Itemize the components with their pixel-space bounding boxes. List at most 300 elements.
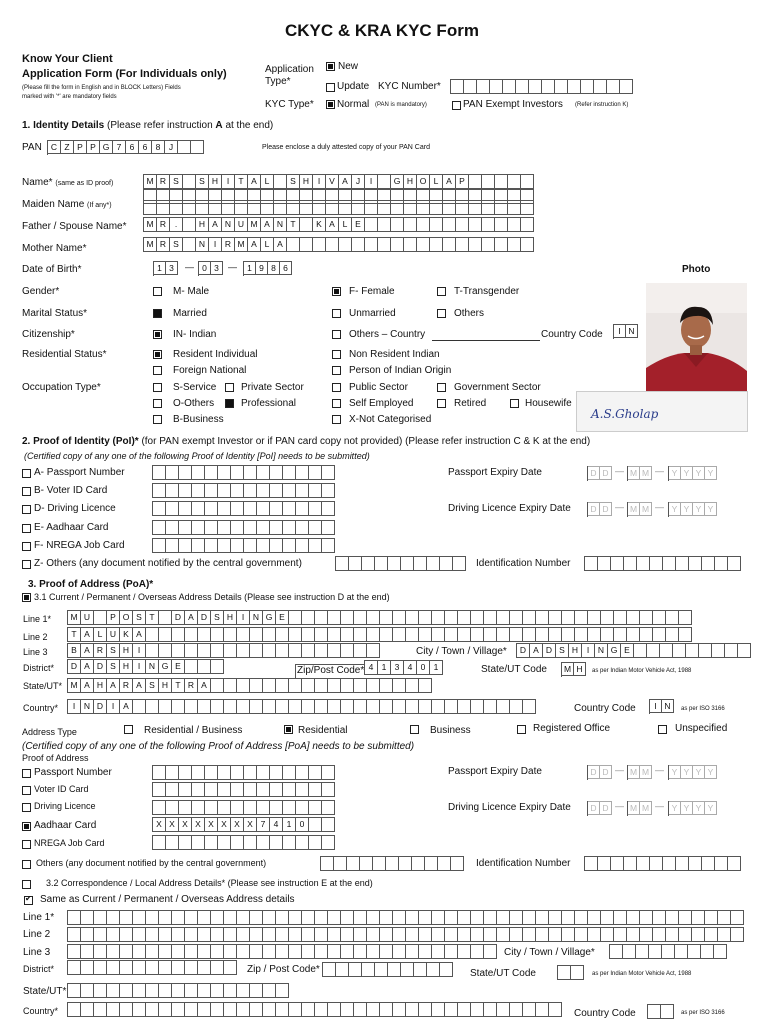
c-line1-input[interactable] bbox=[67, 910, 744, 925]
poa-dl-exp-day[interactable] bbox=[587, 801, 612, 816]
char-box bbox=[153, 483, 166, 498]
occ-public-checkbox[interactable] bbox=[332, 383, 341, 392]
char-box bbox=[276, 643, 289, 658]
dob-month-input[interactable] bbox=[198, 261, 223, 276]
char-box: R bbox=[120, 678, 133, 693]
char-box: N bbox=[81, 699, 94, 714]
dob-day-input[interactable] bbox=[153, 261, 178, 276]
char-box: 6 bbox=[280, 261, 292, 275]
char-box bbox=[352, 200, 365, 215]
char-box bbox=[354, 927, 367, 942]
poa-passport-exp-month[interactable] bbox=[627, 765, 652, 780]
char-box bbox=[250, 1002, 263, 1017]
char-box: M bbox=[562, 662, 574, 676]
char-box bbox=[211, 960, 224, 975]
char-box bbox=[244, 765, 257, 780]
char-box: A bbox=[443, 174, 456, 189]
city-input[interactable] bbox=[516, 643, 751, 658]
char-box bbox=[289, 927, 302, 942]
citizenship-indian-checkbox[interactable] bbox=[153, 330, 162, 339]
char-box: O bbox=[120, 610, 133, 625]
poa-passport-checkbox[interactable] bbox=[22, 769, 31, 778]
line3-input[interactable] bbox=[67, 643, 380, 658]
char-box bbox=[94, 944, 107, 959]
char-box: S bbox=[146, 678, 159, 693]
char-box bbox=[218, 483, 231, 498]
char-box: I bbox=[614, 324, 626, 338]
char-box bbox=[244, 520, 257, 535]
poa-passport-exp-day[interactable] bbox=[587, 765, 612, 780]
char-box bbox=[575, 927, 588, 942]
char-box bbox=[224, 643, 237, 658]
char-box bbox=[172, 983, 185, 998]
gender-male-checkbox[interactable] bbox=[153, 287, 162, 296]
char-box bbox=[689, 556, 702, 571]
char-box bbox=[521, 237, 534, 252]
poa-others-input[interactable] bbox=[320, 856, 464, 871]
gender-female-checkbox[interactable] bbox=[332, 287, 341, 296]
occ-retired-checkbox[interactable] bbox=[437, 399, 446, 408]
char-box bbox=[341, 927, 354, 942]
char-box bbox=[209, 200, 222, 215]
gender-transgender-checkbox[interactable] bbox=[437, 287, 446, 296]
country-input[interactable] bbox=[67, 699, 536, 714]
char-box bbox=[172, 643, 185, 658]
addr-business-checkbox[interactable] bbox=[410, 725, 419, 734]
char-box bbox=[153, 501, 166, 516]
char-box: D bbox=[198, 610, 211, 625]
poi-dl-exp-month[interactable] bbox=[627, 502, 652, 517]
char-box: D bbox=[172, 610, 185, 625]
addr-residential-checkbox[interactable] bbox=[284, 725, 293, 734]
char-box bbox=[365, 217, 378, 232]
char-box bbox=[414, 556, 427, 571]
poa-dl-checkbox[interactable] bbox=[22, 803, 31, 812]
poi-passport-checkbox[interactable] bbox=[22, 469, 31, 478]
char-box: 1 bbox=[244, 261, 256, 275]
poi-passport-exp-year[interactable] bbox=[668, 466, 717, 481]
poi-voter-checkbox[interactable] bbox=[22, 487, 31, 496]
char-box bbox=[257, 800, 270, 815]
char-box bbox=[406, 699, 419, 714]
mother-input[interactable] bbox=[143, 237, 534, 252]
char-box bbox=[237, 927, 250, 942]
char-box: A bbox=[248, 174, 261, 189]
char-box: M bbox=[235, 237, 248, 252]
poa-dl-exp-year[interactable] bbox=[668, 801, 717, 816]
occ-business-label: B-Business bbox=[173, 414, 224, 425]
state-input[interactable] bbox=[67, 678, 432, 693]
char-box bbox=[237, 910, 250, 925]
char-box: 1 bbox=[378, 660, 391, 675]
char-box: T bbox=[172, 678, 185, 693]
father-input[interactable] bbox=[143, 217, 534, 232]
char-box: N bbox=[146, 659, 159, 674]
char-box: T bbox=[146, 610, 159, 625]
line1-input[interactable] bbox=[67, 610, 692, 625]
poi-dl-exp-year[interactable] bbox=[668, 502, 717, 517]
poa-dl-exp-month[interactable] bbox=[627, 801, 652, 816]
s2-certified-note: (Certified copy of any one of the following Proof of Identity [PoI] needs to be submitted) bbox=[24, 451, 370, 461]
addr-res-business-checkbox[interactable] bbox=[124, 725, 133, 734]
char-box bbox=[471, 910, 484, 925]
char-box bbox=[432, 944, 445, 959]
char-box bbox=[172, 699, 185, 714]
char-box bbox=[458, 910, 471, 925]
char-box: A bbox=[339, 174, 352, 189]
other-country-field[interactable] bbox=[432, 340, 540, 341]
char-box bbox=[510, 610, 523, 625]
poi-aadhaar-checkbox[interactable] bbox=[22, 524, 31, 533]
poa-voter-checkbox[interactable] bbox=[22, 786, 31, 795]
char-box: M bbox=[144, 174, 157, 189]
char-box bbox=[328, 927, 341, 942]
country-label: Country* bbox=[23, 703, 59, 713]
line2-label: Line 2 bbox=[23, 632, 48, 642]
char-box bbox=[328, 1002, 341, 1017]
poi-dl-input[interactable] bbox=[152, 501, 335, 516]
char-box bbox=[354, 610, 367, 625]
poi-id-number-input[interactable] bbox=[584, 556, 741, 571]
char-box bbox=[653, 910, 666, 925]
c-line3-input[interactable] bbox=[67, 944, 497, 959]
pan-input[interactable] bbox=[47, 140, 204, 155]
char-box bbox=[296, 483, 309, 498]
char-box bbox=[94, 1002, 107, 1017]
char-box bbox=[235, 200, 248, 215]
char-box bbox=[419, 699, 432, 714]
char-box bbox=[406, 910, 419, 925]
poi-voter-label: B- Voter ID Card bbox=[34, 485, 108, 496]
marital-unmarried-checkbox[interactable] bbox=[332, 309, 341, 318]
char-box bbox=[244, 800, 257, 815]
char-box bbox=[296, 800, 309, 815]
poi-dl-checkbox[interactable] bbox=[22, 505, 31, 514]
char-box bbox=[365, 237, 378, 252]
char-box bbox=[549, 1002, 562, 1017]
maiden-input[interactable] bbox=[143, 200, 534, 215]
char-box: N bbox=[595, 643, 608, 658]
char-box bbox=[322, 483, 335, 498]
marital-married-checkbox[interactable] bbox=[153, 309, 162, 318]
poi-others-input[interactable] bbox=[335, 556, 466, 571]
kyc-number-label: KYC Number* bbox=[378, 81, 441, 92]
char-box bbox=[283, 465, 296, 480]
char-box bbox=[315, 927, 328, 942]
poa-aadhaar-input[interactable] bbox=[152, 817, 335, 832]
c-line2-input[interactable] bbox=[67, 927, 744, 942]
char-box bbox=[192, 501, 205, 516]
char-box: A bbox=[261, 217, 274, 232]
poa-passport-exp-sep-2: — bbox=[655, 765, 664, 775]
char-box bbox=[94, 610, 107, 625]
char-box: I bbox=[107, 699, 120, 714]
addr-unspecified-checkbox[interactable] bbox=[658, 725, 667, 734]
char-box bbox=[401, 556, 414, 571]
char-box bbox=[728, 856, 741, 871]
poa-nrega-input[interactable] bbox=[152, 835, 335, 850]
poa-others-checkbox[interactable] bbox=[22, 860, 31, 869]
poa-voter-label: Voter ID Card bbox=[34, 784, 89, 794]
poa-passport-exp-year[interactable] bbox=[668, 765, 717, 780]
poa-passport-input[interactable] bbox=[152, 765, 335, 780]
occ-s-service-checkbox[interactable] bbox=[153, 383, 162, 392]
citizenship-others-checkbox[interactable] bbox=[332, 330, 341, 339]
occ-o-others-checkbox[interactable] bbox=[153, 399, 162, 408]
char-box bbox=[250, 643, 263, 658]
foreign-national-checkbox[interactable] bbox=[153, 366, 162, 375]
char-box bbox=[205, 800, 218, 815]
char-box: 4 bbox=[365, 660, 378, 675]
c-country-code-input[interactable] bbox=[647, 1004, 674, 1019]
char-box bbox=[231, 501, 244, 516]
father-label: Father / Spouse Name* bbox=[22, 221, 127, 232]
pan-exempt-checkbox[interactable] bbox=[452, 101, 461, 110]
poi-passport-exp-day[interactable] bbox=[587, 466, 612, 481]
poa-nrega-checkbox[interactable] bbox=[22, 840, 31, 849]
char-box bbox=[419, 610, 432, 625]
char-box: H bbox=[224, 610, 237, 625]
c-state-code-input[interactable] bbox=[557, 965, 584, 980]
char-box bbox=[289, 944, 302, 959]
char-box bbox=[261, 200, 274, 215]
char-box bbox=[81, 927, 94, 942]
occ-govt-checkbox[interactable] bbox=[437, 383, 446, 392]
char-box bbox=[296, 782, 309, 797]
char-box bbox=[728, 556, 741, 571]
addr-res-business-label: Residential / Business bbox=[144, 725, 243, 736]
char-box bbox=[558, 965, 571, 980]
char-box bbox=[349, 962, 362, 977]
char-box bbox=[497, 927, 510, 942]
char-box bbox=[302, 1002, 315, 1017]
resident-individual-checkbox[interactable] bbox=[153, 350, 162, 359]
char-box bbox=[68, 960, 81, 975]
occ-professional-checkbox[interactable] bbox=[225, 399, 234, 408]
char-box bbox=[458, 610, 471, 625]
char-box bbox=[315, 627, 328, 642]
line2-input[interactable] bbox=[67, 627, 692, 642]
char-box bbox=[289, 610, 302, 625]
char-box bbox=[666, 910, 679, 925]
char-box bbox=[380, 927, 393, 942]
char-box bbox=[406, 927, 419, 942]
same-as-checkbox[interactable] bbox=[24, 896, 33, 905]
marital-others-checkbox[interactable] bbox=[437, 309, 446, 318]
char-box bbox=[211, 910, 224, 925]
occ-x-not-checkbox[interactable] bbox=[332, 415, 341, 424]
char-box bbox=[296, 765, 309, 780]
zip-input[interactable] bbox=[364, 660, 443, 675]
nri-checkbox[interactable] bbox=[332, 350, 341, 359]
char-box: X bbox=[153, 817, 166, 832]
s3-country-code-input[interactable] bbox=[649, 699, 674, 714]
char-box: H bbox=[120, 643, 133, 658]
char-box bbox=[653, 927, 666, 942]
char-box bbox=[322, 501, 335, 516]
char-box bbox=[218, 835, 231, 850]
char-box bbox=[679, 927, 692, 942]
char-box bbox=[283, 520, 296, 535]
char-box bbox=[237, 643, 250, 658]
char-box bbox=[276, 910, 289, 925]
char-box bbox=[660, 643, 673, 658]
addr-registered-checkbox[interactable] bbox=[517, 725, 526, 734]
char-box bbox=[302, 699, 315, 714]
char-box: H bbox=[159, 678, 172, 693]
char-box bbox=[484, 1002, 497, 1017]
occ-self-employed-checkbox[interactable] bbox=[332, 399, 341, 408]
char-box bbox=[166, 520, 179, 535]
char-box: S bbox=[170, 237, 183, 252]
poi-aadhaar-input[interactable] bbox=[152, 520, 335, 535]
poa-others-label: Others (any document notified by the central government) bbox=[36, 858, 267, 868]
char-box: Y bbox=[705, 801, 717, 815]
s3-2-checkbox[interactable] bbox=[22, 880, 31, 889]
occ-business-checkbox[interactable] bbox=[153, 415, 162, 424]
char-box bbox=[315, 699, 328, 714]
char-box bbox=[412, 856, 425, 871]
char-box: 0 bbox=[417, 660, 430, 675]
char-box bbox=[445, 627, 458, 642]
poa-aadhaar-checkbox[interactable] bbox=[22, 822, 31, 831]
char-box bbox=[133, 699, 146, 714]
poi-passport-exp-month[interactable] bbox=[627, 466, 652, 481]
marital-others-label: Others bbox=[454, 308, 485, 319]
char-box: G bbox=[159, 659, 172, 674]
char-box: I bbox=[313, 174, 326, 189]
poa-id-number-input[interactable] bbox=[584, 856, 741, 871]
char-box: I bbox=[650, 699, 662, 713]
char-box bbox=[380, 678, 393, 693]
char-box bbox=[380, 610, 393, 625]
char-box bbox=[440, 962, 453, 977]
char-box bbox=[482, 217, 495, 232]
country-code-input[interactable] bbox=[613, 324, 638, 339]
char-box bbox=[417, 237, 430, 252]
app-type-update-checkbox[interactable] bbox=[326, 83, 335, 92]
poa-dl-input[interactable] bbox=[152, 800, 335, 815]
char-box bbox=[373, 856, 386, 871]
s3-1-checkbox[interactable] bbox=[22, 593, 31, 602]
char-box bbox=[738, 643, 751, 658]
c-district-label: District* bbox=[23, 964, 54, 974]
char-box bbox=[276, 678, 289, 693]
char-box bbox=[283, 483, 296, 498]
district-input[interactable] bbox=[67, 659, 224, 674]
char-box bbox=[503, 79, 516, 94]
char-box: N bbox=[274, 217, 287, 232]
char-box bbox=[224, 699, 237, 714]
char-box bbox=[263, 910, 276, 925]
char-box bbox=[497, 1002, 510, 1017]
char-box: A bbox=[274, 237, 287, 252]
char-box bbox=[471, 610, 484, 625]
occ-housewife-checkbox[interactable] bbox=[510, 399, 519, 408]
pio-checkbox[interactable] bbox=[332, 366, 341, 375]
char-box bbox=[469, 217, 482, 232]
char-box: T bbox=[68, 627, 81, 642]
char-box: I bbox=[222, 174, 235, 189]
char-box bbox=[731, 927, 744, 942]
district-label: District* bbox=[23, 663, 54, 673]
char-box bbox=[192, 765, 205, 780]
char-box bbox=[270, 501, 283, 516]
char-box: N bbox=[662, 699, 674, 713]
char-box bbox=[309, 800, 322, 815]
c-zip-input[interactable] bbox=[322, 962, 453, 977]
char-box: Z bbox=[61, 140, 74, 154]
char-box bbox=[133, 927, 146, 942]
poi-dl-exp-day[interactable] bbox=[587, 502, 612, 517]
char-box: A bbox=[209, 217, 222, 232]
char-box bbox=[458, 944, 471, 959]
char-box bbox=[205, 501, 218, 516]
char-box bbox=[198, 983, 211, 998]
poa-voter-input[interactable] bbox=[152, 782, 335, 797]
addr-business-label: Business bbox=[430, 725, 471, 736]
c-country-input[interactable] bbox=[67, 1002, 562, 1017]
char-box bbox=[562, 627, 575, 642]
poi-nrega-input[interactable] bbox=[152, 538, 335, 553]
char-box: D bbox=[600, 466, 612, 480]
marital-label: Marital Status* bbox=[22, 308, 88, 319]
kyc-normal-checkbox[interactable] bbox=[326, 100, 335, 109]
char-box bbox=[419, 1002, 432, 1017]
c-state-input[interactable] bbox=[67, 983, 289, 998]
char-box bbox=[393, 627, 406, 642]
s2-heading: 2. Proof of Identity (PoI)* (for PAN exempt Investor or if PAN card copy not provided) (Please refer instruction C & K at the end) bbox=[22, 436, 591, 447]
char-box: A bbox=[326, 217, 339, 232]
poi-nrega-checkbox[interactable] bbox=[22, 542, 31, 551]
char-box bbox=[445, 610, 458, 625]
c-zip-label: Zip / Post Code* bbox=[247, 964, 320, 975]
c-district-input[interactable] bbox=[67, 960, 237, 975]
char-box bbox=[715, 556, 728, 571]
char-box bbox=[661, 1004, 674, 1019]
char-box bbox=[627, 610, 640, 625]
char-box: 1 bbox=[283, 817, 296, 832]
app-type-new-checkbox[interactable] bbox=[326, 62, 335, 71]
char-box bbox=[653, 610, 666, 625]
char-box bbox=[244, 782, 257, 797]
char-box bbox=[702, 856, 715, 871]
char-box bbox=[107, 960, 120, 975]
poi-passport-input[interactable] bbox=[152, 465, 335, 480]
char-box bbox=[257, 538, 270, 553]
poi-others-checkbox[interactable] bbox=[22, 560, 31, 569]
char-box bbox=[244, 835, 257, 850]
char-box bbox=[222, 200, 235, 215]
char-box bbox=[640, 627, 653, 642]
char-box bbox=[192, 538, 205, 553]
char-box bbox=[244, 465, 257, 480]
char-box bbox=[542, 79, 555, 94]
char-box bbox=[218, 782, 231, 797]
citizenship-label: Citizenship* bbox=[22, 329, 75, 340]
char-box bbox=[276, 627, 289, 642]
state-code-input[interactable] bbox=[561, 662, 586, 677]
dob-year-input[interactable] bbox=[243, 261, 292, 276]
name-input[interactable] bbox=[143, 174, 534, 189]
char-box: L bbox=[94, 627, 107, 642]
c-city-input[interactable] bbox=[609, 944, 727, 959]
poa-dl-exp-sep-1: — bbox=[615, 801, 624, 811]
poi-voter-input[interactable] bbox=[152, 483, 335, 498]
char-box: D bbox=[68, 659, 81, 674]
kyc-number-input[interactable] bbox=[450, 79, 633, 94]
occ-private-checkbox[interactable] bbox=[225, 383, 234, 392]
